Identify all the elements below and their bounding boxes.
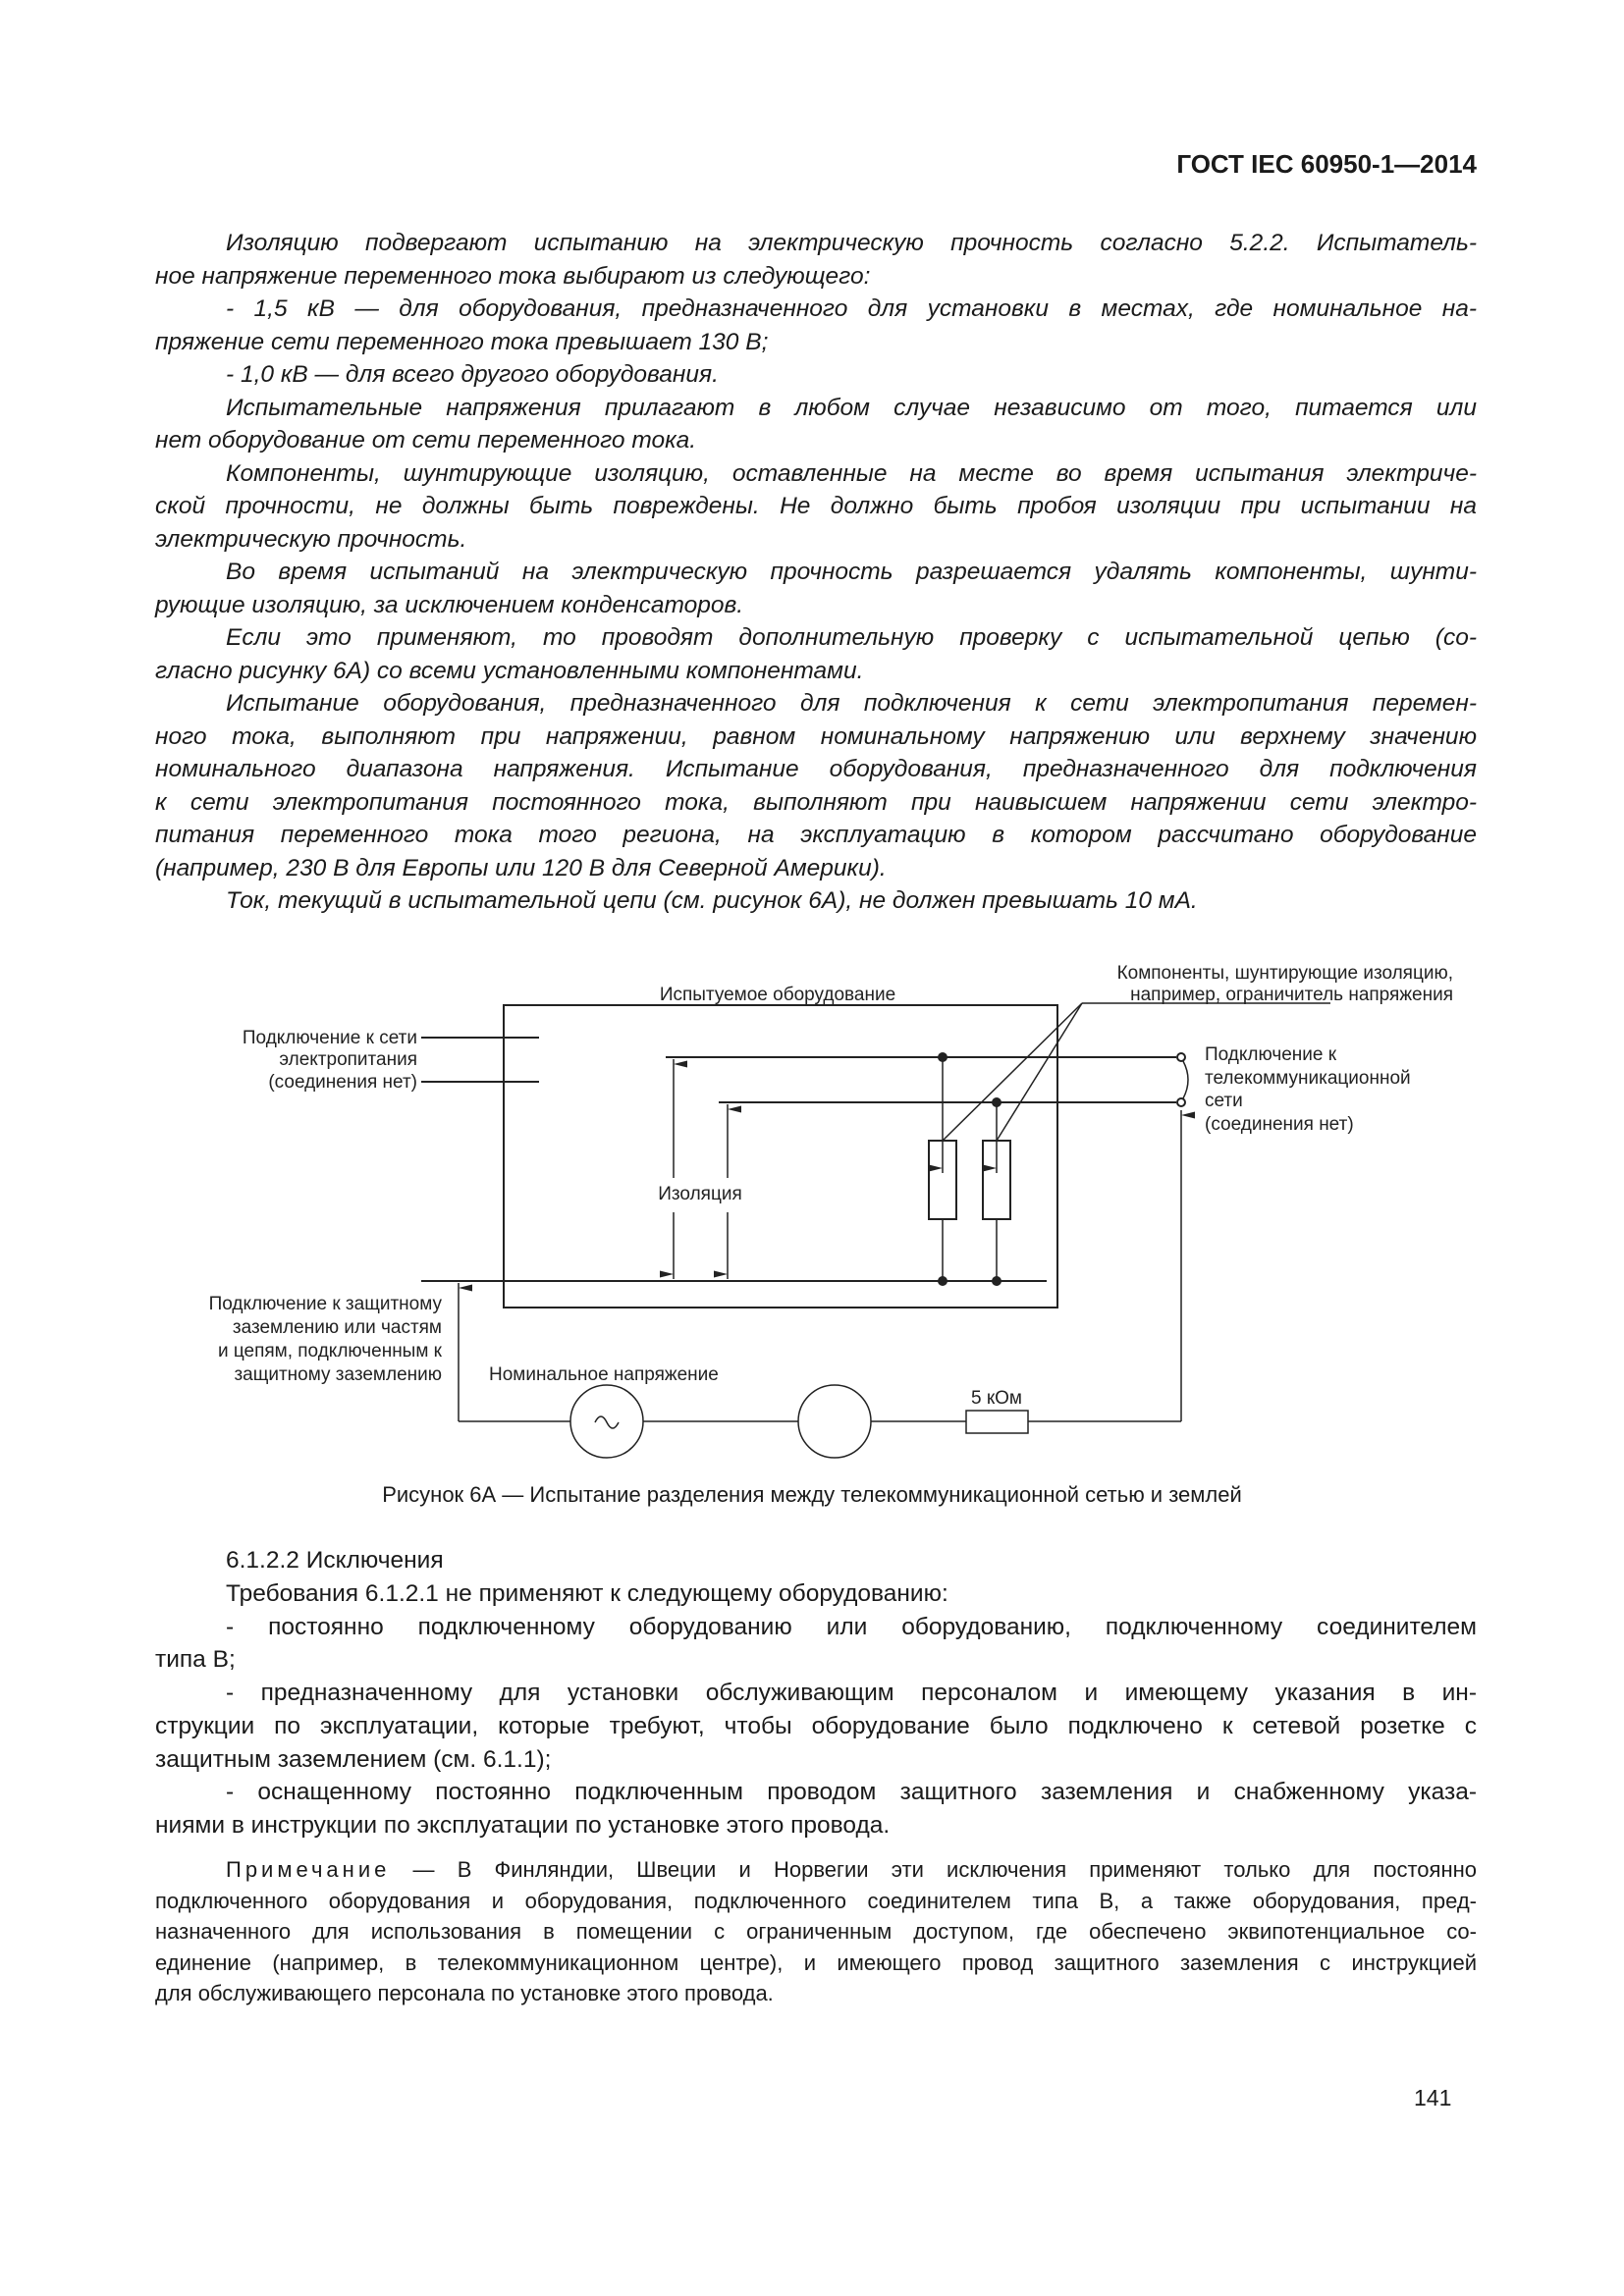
note bbox=[155, 1854, 1477, 2009]
text-line: - постоянно подключенному оборудованию или оборудованию, подключенному соединителем bbox=[226, 1613, 1477, 1640]
text-line: номинального диапазона напряжения. Испытание оборудования, предназначенного для подключения bbox=[155, 756, 1477, 782]
text-line: защитным заземлением (см. 6.1.1); bbox=[155, 1745, 552, 1773]
text-line: к сети электропитания постоянного тока, выполняют при наивысшем напряжении сети электро- bbox=[155, 788, 1477, 816]
mains-label: (соединения нет) bbox=[268, 1072, 417, 1093]
mains-label: Подключение к сети bbox=[242, 1028, 417, 1048]
svg-text:Компоненты, шунтирующие изоляц bbox=[1117, 963, 1453, 1005]
meter-icon bbox=[798, 1385, 871, 1458]
text-line: Требования 6.1.2.1 не применяют к следующему оборудованию: bbox=[226, 1579, 948, 1607]
figure-caption: Рисунок 6А — Испытание разделения между телекоммуникационной сетью и землей bbox=[382, 1482, 1242, 1507]
text-line: Испытательные напряжения прилагают в любом случае независимо от того, питается или bbox=[226, 394, 1477, 421]
equipment-box bbox=[504, 1005, 1057, 1308]
ac-source-icon bbox=[570, 1385, 643, 1458]
text-line: Ток, текущий в испытательной цепи (см. рисунок 6А), не должен превышать 10 мА. bbox=[226, 887, 1198, 914]
svg-text:Подключение ктелекоммуникацион bbox=[1205, 1044, 1411, 1135]
text-line: пряжение сети переменного тока превышает 130 В; bbox=[155, 328, 769, 355]
earth-label: и цепям, подключенным к bbox=[217, 1341, 442, 1362]
components-label: Компоненты, шунтирующие изоляцию, bbox=[1116, 963, 1453, 984]
text-line: - предназначенному для установки обслуживающим персоналом и имеющему указания в ин- bbox=[226, 1680, 1477, 1706]
telecom-label: Подключение к bbox=[1205, 1044, 1337, 1065]
shunt-component-1 bbox=[929, 1141, 956, 1219]
equipment-label: Испытуемое оборудование bbox=[659, 985, 896, 1005]
earth-label: защитному заземлению bbox=[234, 1364, 442, 1385]
resistor-label: 5 кОм bbox=[971, 1388, 1022, 1409]
resistor-5kohm bbox=[966, 1411, 1028, 1433]
svg-text:Подключение к защитномузаземле bbox=[209, 1294, 443, 1385]
text-line: электрическую прочность. bbox=[155, 525, 467, 553]
text-line: струкции по эксплуатации, которые требуют, чтобы оборудование было подключено к сетевой розетке с bbox=[155, 1712, 1477, 1739]
components-label: например, ограничитель напряжения bbox=[1130, 985, 1453, 1005]
note-line: — В Финляндии, Швеции и Норвегии эти исключения применяют только для постоянно bbox=[390, 1857, 1477, 1882]
note-line: для обслуживающего персонала по установке этого провода. bbox=[155, 1981, 774, 2005]
text-line: ное напряжение переменного тока выбирают из следующего: bbox=[155, 262, 871, 290]
text-line: - 1,0 кВ — для всего другого оборудования. bbox=[226, 361, 719, 388]
text-line: ного тока, выполняют при напряжении, равном номинальному напряжению или верхнему значению bbox=[155, 722, 1477, 750]
telecom-label: телекоммуникационной bbox=[1205, 1068, 1411, 1089]
page-number: 141 bbox=[1414, 2085, 1452, 2110]
text-line: нет оборудование от сети переменного тока. bbox=[155, 427, 697, 454]
note-line: назначенного для использования в помещении с ограниченным доступом, где обеспечено эквипотенциальное со- bbox=[155, 1919, 1477, 1944]
note-line: подключенного оборудования и оборудования, подключенного соединителем типа B, а также оборудования, пред- bbox=[155, 1888, 1477, 1913]
text-line: Если это применяют, то проводят дополнительную проверку с испытательной цепью (со- bbox=[226, 624, 1477, 651]
section-text bbox=[155, 1544, 1477, 1842]
text-line: Во время испытаний на электрическую прочность разрешается удалять компоненты, шунти- bbox=[226, 559, 1477, 585]
text-line: типа B; bbox=[155, 1646, 236, 1674]
earth-label: Подключение к защитному bbox=[208, 1294, 442, 1314]
text-line: рующие изоляцию, за исключением конденсаторов. bbox=[155, 591, 744, 618]
mains-label: электропитания bbox=[279, 1049, 417, 1070]
text-line: (например, 230 В для Европы или 120 В для Северной Америки). bbox=[155, 854, 887, 881]
text-line: ниями в инструкции по эксплуатации по установке этого провода. bbox=[155, 1812, 891, 1839]
note-line: единение (например, в телекоммуникационном центре), и имеющего провод защитного заземления с инструкцией bbox=[155, 1949, 1477, 1975]
voltage-label: Номинальное напряжение bbox=[489, 1364, 719, 1385]
document-header: ГОСТ IEC 60950-1—2014 bbox=[1176, 149, 1477, 179]
text-line: 6.1.2.2 Исключения bbox=[226, 1547, 444, 1574]
text-line: ской прочности, не должны быть повреждены. Не должно быть пробоя изоляции при испытании на bbox=[155, 493, 1477, 519]
telecom-label: сети bbox=[1205, 1091, 1243, 1111]
svg-text:Подключение к сетиэлектропитан bbox=[243, 1028, 417, 1093]
text-line: питания переменного тока того региона, на эксплуатацию в котором рассчитано оборудование bbox=[155, 822, 1477, 848]
text-line: - 1,5 кВ — для оборудования, предназначенного для установки в местах, где номинальное на- bbox=[226, 295, 1477, 322]
text-line: - оснащенному постоянно подключенным проводом защитного заземления и снабженному указа- bbox=[226, 1779, 1477, 1806]
text-line: гласно рисунку 6А) со всеми установленными компонентами. bbox=[155, 657, 864, 684]
telecom-label: (соединения нет) bbox=[1205, 1114, 1354, 1135]
body-text-italic bbox=[155, 227, 1477, 918]
text-line: Изоляцию подвергают испытанию на электрическую прочность согласно 5.2.2. Испытатель- bbox=[226, 230, 1477, 256]
insulation-label: Изоляция bbox=[658, 1184, 742, 1204]
text-line: Компоненты, шунтирующие изоляцию, оставленные на месте во время испытания электриче- bbox=[226, 459, 1477, 487]
telecom-terminal-1 bbox=[1177, 1053, 1185, 1061]
shunt-component-2 bbox=[983, 1141, 1010, 1219]
earth-label: заземлению или частям bbox=[232, 1317, 442, 1338]
note-label: Примечание bbox=[226, 1857, 391, 1882]
text-line: Испытание оборудования, предназначенного для подключения к сети электропитания перемен- bbox=[226, 690, 1477, 717]
telecom-terminal-2 bbox=[1177, 1098, 1185, 1106]
